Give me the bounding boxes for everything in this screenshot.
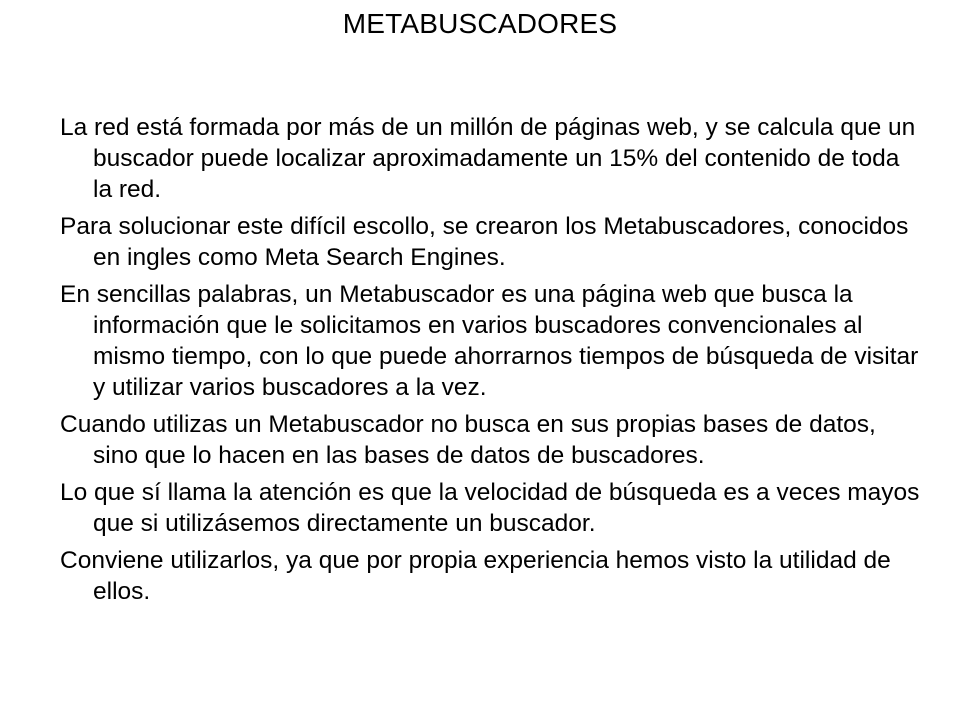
paragraph-how-it-works: Cuando utilizas un Metabuscador no busca en sus propias bases de datos, sino que lo hacen en las bases de datos de buscadores. <box>60 411 876 469</box>
paragraph-definition: En sencillas palabras, un Metabuscador es una página web que busca la información que le solicitamos en varios buscadores convencionales al mismo tiempo, con lo que puede ahorrarnos tiempos de búsqueda de visitar y utilizar varios buscadores a la vez. <box>60 281 919 401</box>
paragraph-metabuscadores-origin: Para solucionar este difícil escollo, se crearon los Metabuscadores, conocidos en ingles como Meta Search Engines. <box>60 213 909 271</box>
paragraph-red-size: La red está formada por más de un millón de páginas web, y se calcula que un buscador puede localizar aproximadamente un 15% del contenido de toda la red. <box>60 114 916 203</box>
slide-title: METABUSCADORES <box>342 8 618 39</box>
paragraph-recommendation: Conviene utilizarlos, ya que por propia experiencia hemos visto la utilidad de ellos. <box>60 547 891 605</box>
paragraph-speed: Lo que sí llama la atención es que la velocidad de búsqueda es a veces mayos que si utilizásemos directamente un buscador. <box>60 479 920 537</box>
slide-body <box>60 112 920 613</box>
